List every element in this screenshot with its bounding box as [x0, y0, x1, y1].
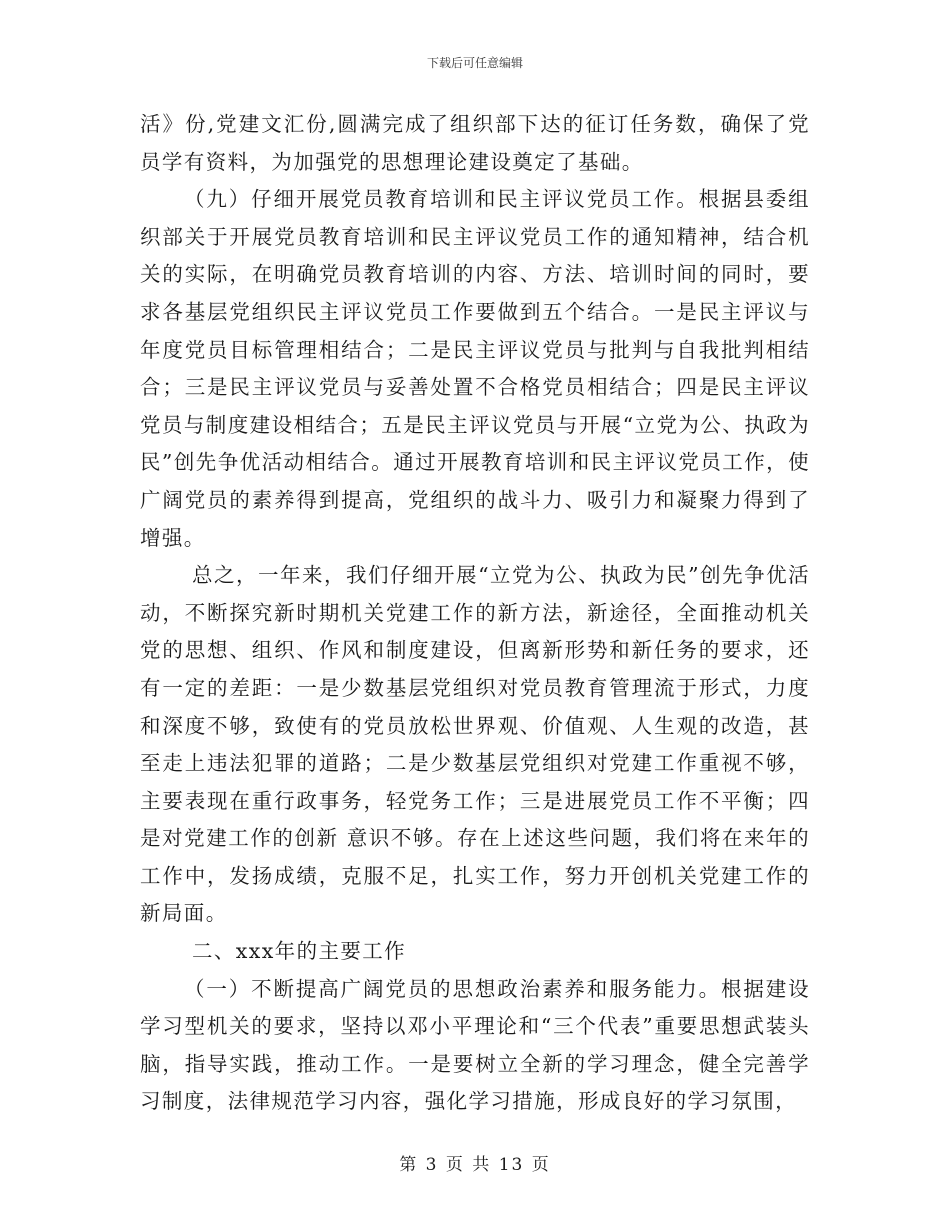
- paragraph-section-nine: （九）仔细开展党员教育培训和民主评议党员工作。根据县委组织部关于开展党员教育培训和民主评议党员工作的通知精神，结合机关的实际，在明确党员教育培训的内容、方法、培训时间的同时，要求各基层党组织民主评议党员工作要做到五个结合。一是民主评议与年度党员目标管理相结合；二是民主评议党员与批判与自我批判相结合；三是民主评议党员与妥善处置不合格党员相结合；四是民主评议党员与制度建设相结合；五是民主评议党员与开展“立党为公、执政为民”创先争优活动相结合。通过开展教育培训和民主评议党员工作，使广阔党员的素养得到提高，党组织的战斗力、吸引力和凝聚力得到了增强。: [140, 187, 810, 550]
- page-header: 下载后可任意编辑: [426, 56, 523, 70]
- paragraph-item-one: （一）不断提高广阔党员的思想政治素养和服务能力。根据建设学习型机关的要求，坚持以邓小平理论和“三个代表”重要思想武装头脑，指导实践，推动工作。一是要树立全新的学习理念，健全完善学习制度，法律规范学习内容，强化学习措施，形成良好的学习氛围，: [140, 976, 810, 1114]
- page-number: 第 3 页 共 13 页: [399, 1155, 551, 1175]
- paragraph-summary: 总之，一年来，我们仔细开展“立党为公、执政为民”创先争优活动，不断探究新时期机关党建工作的新方法，新途径，全面推动机关党的思想、组织、作风和制度建设，但离新形势和新任务的要求，还有一定的差距：一是少数基层党组织对党员教育管理流于形式，力度和深度不够，致使有的党员放松世界观、价值观、人生观的改造，甚至走上违法犯罪的道路；二是少数基层党组织对党建工作重视不够，主要表现在重行政事务，轻党务工作；三是进展党员工作不平衡；四是对党建工作的创新 意识不够。存在上述这些问题，我们将在来年的工作中，发扬成绩，克服不足，扎实工作，努力开创机关党建工作的新局面。: [140, 563, 810, 926]
- paragraph-continuation: 活》份,党建文汇份,圆满完成了组织部下达的征订任务数，确保了党员学有资料，为加强党的思想理论建设奠定了基础。: [140, 112, 810, 174]
- section-heading-main-work: 二、xxx年的主要工作: [192, 939, 407, 964]
- document-body: [140, 106, 810, 1121]
